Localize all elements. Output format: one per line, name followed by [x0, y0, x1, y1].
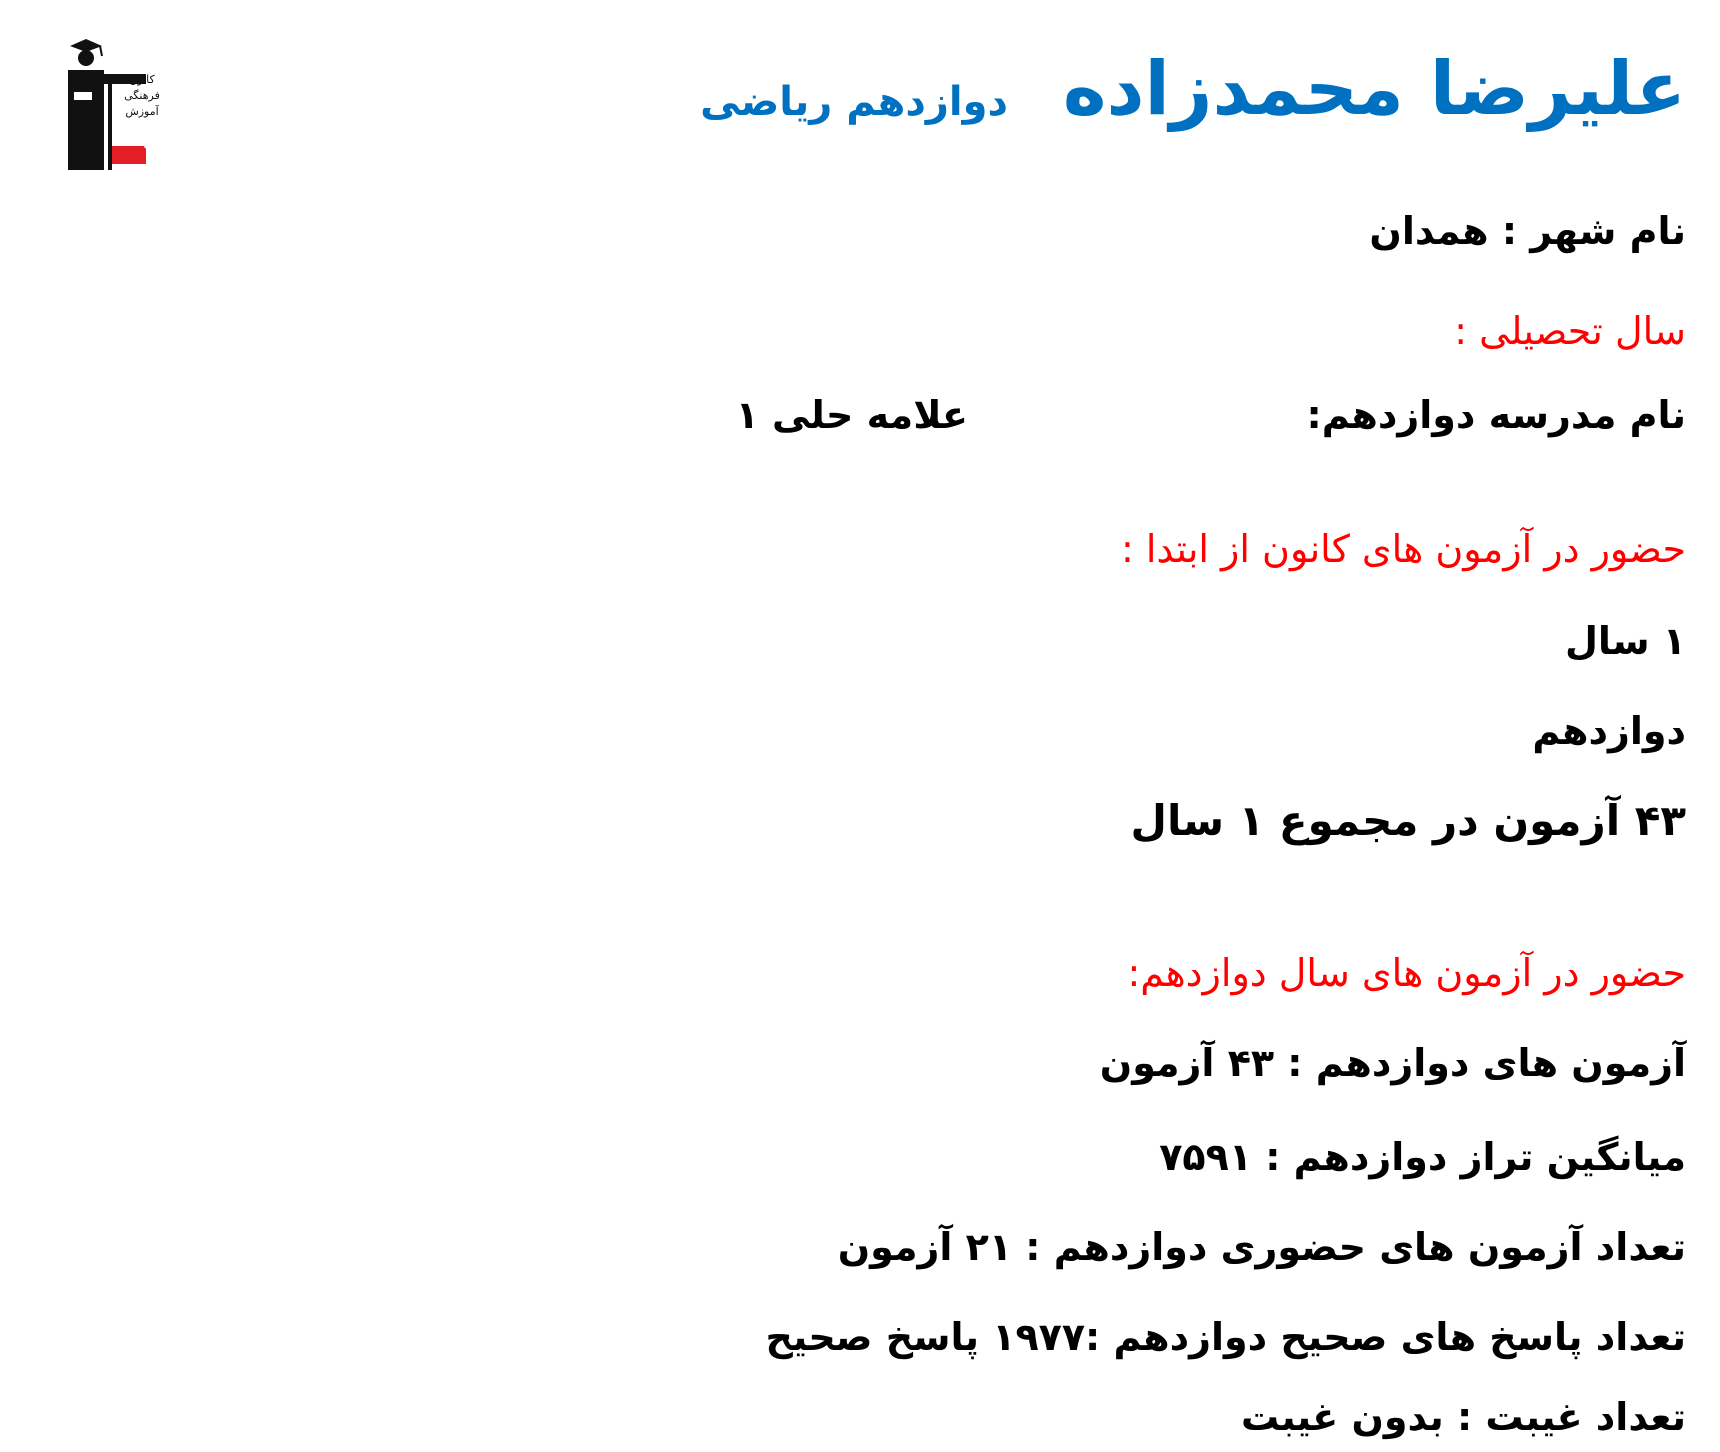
logo-text-line: آموزش — [125, 105, 159, 118]
logo-text-line: فرهنگی — [124, 89, 160, 102]
kanoon-logo — [60, 34, 170, 170]
grade-name: دوازدهم — [1532, 709, 1686, 753]
since-start-section-label: حضور در آزمون های کانون از ابتدا : — [1120, 527, 1686, 571]
logo-text-line: قلم چی — [142, 121, 164, 150]
city-line: نام شهر : همدان — [1369, 209, 1686, 253]
logo-text-line: کانون — [129, 73, 155, 86]
correct-answers-line: تعداد پاسخ های صحیح دوازدهم :۱۹۷۷ پاسخ صحیح — [765, 1315, 1686, 1359]
school-value: علامه حلی ۱ — [735, 393, 968, 437]
grade-field-title: دوازدهم ریاضی — [700, 79, 1008, 125]
student-name: علیرضا محمدزاده — [1062, 46, 1686, 132]
grade12-exams-line: آزمون های دوازدهم : ۴۳ آزمون — [1099, 1041, 1686, 1085]
absence-line: تعداد غیبت : بدون غیبت — [1241, 1395, 1686, 1439]
academic-year-label: سال تحصیلی : — [1454, 309, 1686, 353]
years-count: ۱ سال — [1564, 619, 1686, 663]
average-taraz-line: میانگین تراز دوازدهم : ۷۵۹۱ — [1159, 1135, 1686, 1179]
grade12-section-label: حضور در آزمون های سال دوازدهم: — [1127, 951, 1686, 995]
total-exams-line: ۴۳ آزمون در مجموع ۱ سال — [1130, 796, 1686, 845]
school-label: نام مدرسه دوازدهم: — [1306, 393, 1686, 437]
inperson-exams-line: تعداد آزمون های حضوری دوازدهم : ۲۱ آزمون — [837, 1225, 1686, 1269]
